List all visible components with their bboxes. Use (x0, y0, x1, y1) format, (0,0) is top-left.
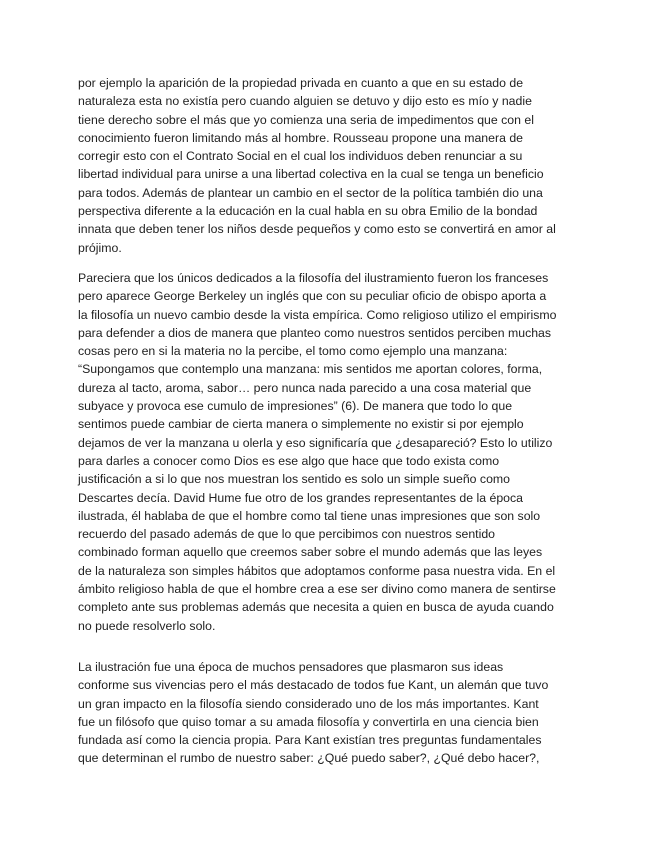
text-line: pero aparece George Berkeley un inglés que con su peculiar oficio de obispo aporta a (78, 289, 547, 304)
text-line: no puede resolverlo solo. (78, 618, 216, 633)
text-line: La ilustración fue una época de muchos pensadores que plasmaron sus ideas (78, 660, 504, 674)
paragraph (78, 269, 556, 635)
text-line: conocimiento fueron limitando más al hombre. Rousseau propone una manera de (78, 130, 523, 145)
text-line: combinado forman aquello que creemos saber sobre el mundo además que las leyes (78, 545, 543, 560)
text-line: Descartes decía. David Hume fue otro de los grandes representantes de la época (78, 490, 523, 505)
text-line: perspectiva diferente a la educación en la cual habla en su obra Emilio de la bondad (78, 204, 538, 219)
text-line: sentimos puede cambiar de cierta manera o simplemente no existir si por ejemplo (78, 417, 524, 432)
text-line: conforme sus vivencias pero el más destacado de todos fue Kant, un alemán que tuvo (78, 678, 549, 693)
text-line: por ejemplo la aparición de la propiedad privada en cuanto a que en su estado de (78, 76, 524, 90)
text-line: para darles a conocer como Dios es ese algo que hace que todo exista como (78, 453, 500, 468)
text-line: la filosofía un nuevo cambio desde la vista empírica. Como religioso utilizo el empirismo (78, 307, 557, 322)
text-line: para todos. Además de plantear un cambio en el sector de la política también dio una (78, 185, 543, 200)
text-line: corregir esto con el Contrato Social en el cual los individuos deben renunciar a su (78, 149, 523, 164)
text-line: que determinan el rumbo de nuestro saber: ¿Qué puedo saber?, ¿Qué debo hacer?, (78, 751, 540, 766)
text-line: naturaleza esta no existía pero cuando alguien se detuvo y dijo esto es mío y nadie (78, 94, 532, 109)
paragraph (78, 658, 548, 768)
text-line: ámbito religioso habla de que el hombre crea a ese ser divino como manera de sentirse (78, 582, 556, 597)
text-line: para defender a dios de manera que planteo como nuestros sentidos perciben muchas (78, 325, 552, 340)
text-line: dureza al tacto, aroma, sabor… pero nunca nada parecido a una cosa material que (78, 380, 532, 395)
text-line: justificación a si lo que nos muestran los sentido es solo un simple sueño como (78, 472, 510, 487)
paragraph (78, 74, 556, 257)
text-line: un gran impacto en la filosofía siendo considerado uno de los más importantes. Kant (78, 696, 539, 711)
text-line: recuerdo del pasado además de que lo que percibimos con nuestros sentido (78, 527, 495, 542)
text-line: fundada así como la ciencia propia. Para Kant existían tres preguntas fundamentales (78, 733, 542, 748)
text-line: innata que deben tener los niños desde pequeños y como esto se convertirá en amor al (78, 222, 556, 237)
text-line: de la naturaleza son simples hábitos que adoptamos conforme pasa nuestra vida. En el (78, 563, 556, 578)
text-line: Pareciera que los únicos dedicados a la filosofía del ilustramiento fueron los franceses (78, 271, 549, 285)
text-line: tiene derecho sobre el más que yo comienza una seria de impedimentos que con el (78, 112, 534, 127)
text-line: “Supongamos que contemplo una manzana: mis sentidos me aportan colores, forma, (78, 362, 543, 377)
text-line: ilustrada, él hablaba de que el hombre como tal tiene unas impresiones que son solo (78, 508, 541, 523)
text-line: dejamos de ver la manzana u olerla y eso significaría que ¿desapareció? Esto lo utilizo (78, 435, 553, 450)
text-line: cosas pero en si la materia no la percibe, el tomo como ejemplo una manzana: (78, 344, 508, 359)
text-line: libertad individual para unirse a una libertad colectiva en la cual se tenga un beneficio (78, 167, 544, 182)
text-line: fue un filósofo que quiso tomar a su amada filosofía y convertirla en una ciencia bien (78, 714, 539, 729)
text-line: subyace y provoca ese cumulo de impresiones” (6). De manera que todo lo que (78, 399, 513, 414)
text-line: prójimo. (78, 240, 122, 255)
text-line: completo ante sus problemas además que necesita a quien en busca de ayuda cuando (78, 600, 554, 615)
